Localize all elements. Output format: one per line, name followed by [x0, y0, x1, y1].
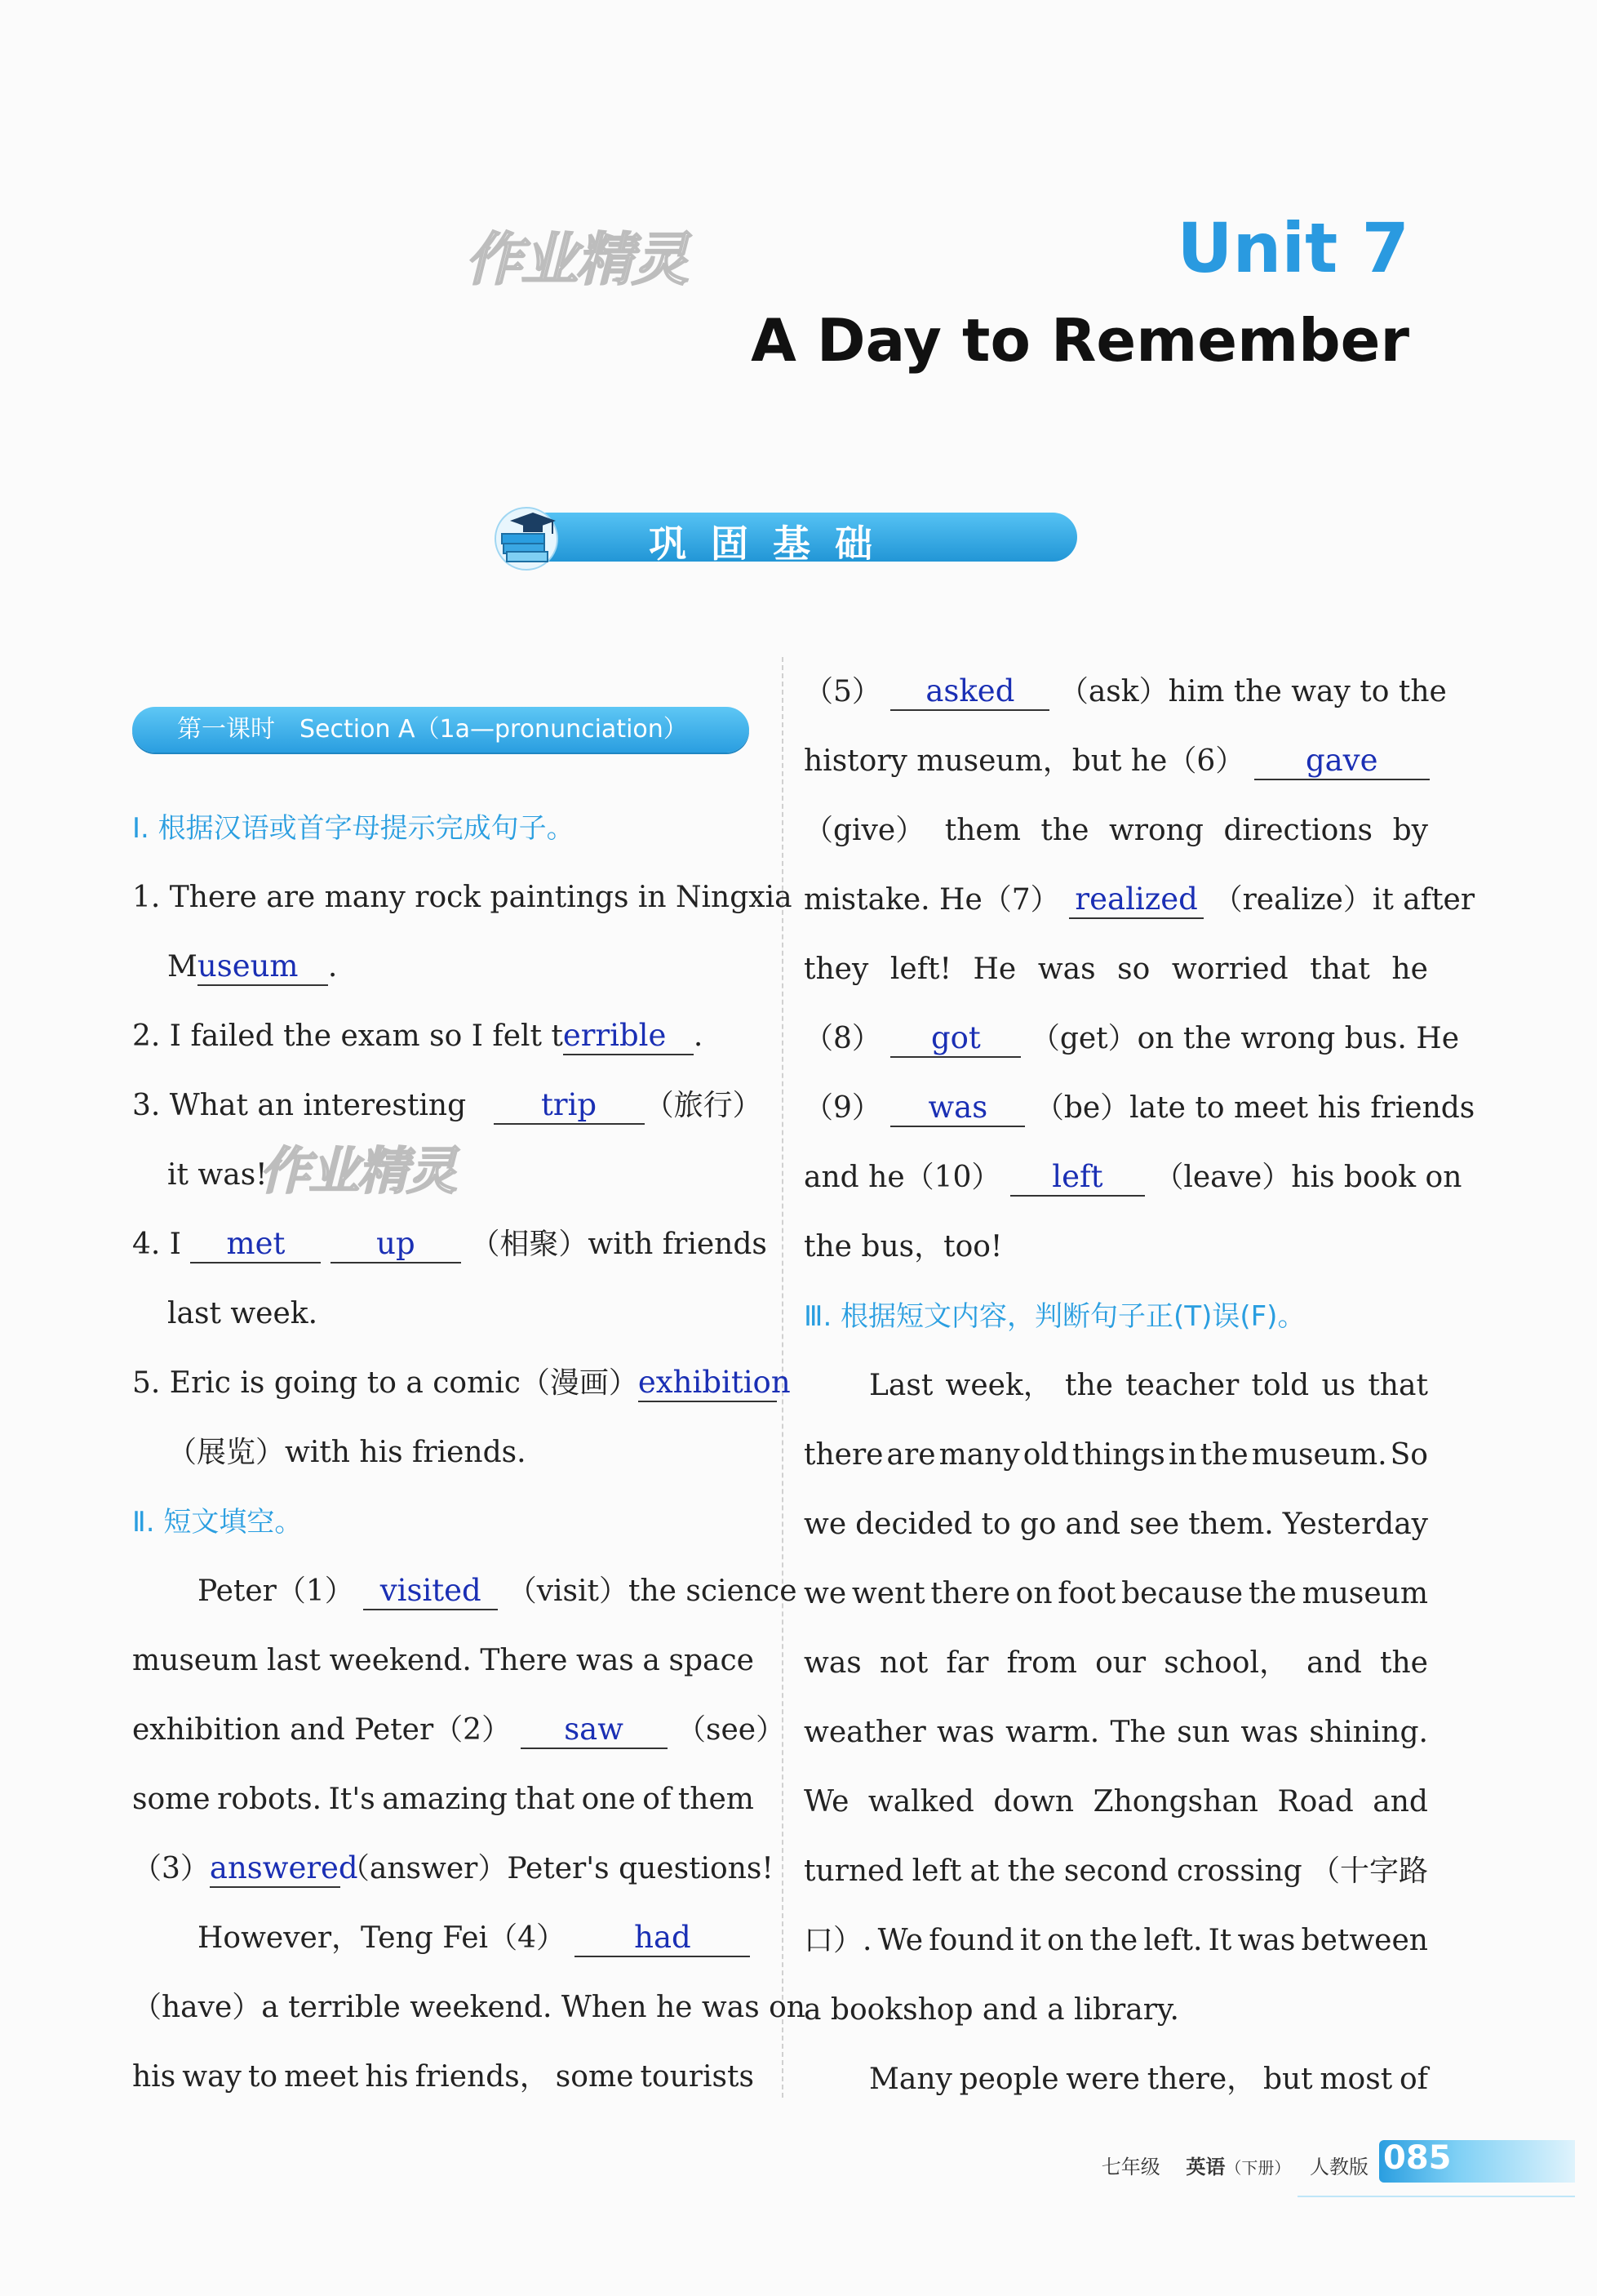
word: many — [938, 1438, 1020, 1472]
word: the — [1380, 1646, 1428, 1680]
word: friends， — [415, 2060, 549, 2094]
item-4-hint: （相聚）with friends — [470, 1228, 767, 1261]
word: are — [886, 1438, 936, 1472]
passage-line: the bus，too! — [804, 1230, 1003, 1263]
word: turned — [804, 1854, 904, 1888]
word: from — [1006, 1646, 1077, 1680]
word: things — [1072, 1438, 1165, 1472]
word: warm. — [1005, 1716, 1100, 1749]
word: was — [576, 1644, 634, 1677]
passage-text: （realize）it after — [1213, 883, 1475, 917]
word: it — [1019, 1924, 1041, 1957]
word: the — [1248, 1577, 1297, 1610]
word: there — [804, 1438, 884, 1472]
passage-line — [804, 1712, 1428, 1753]
word: were — [1066, 2063, 1140, 2096]
word: a — [642, 1644, 660, 1677]
word: the — [1007, 1854, 1056, 1888]
footer-volume: （下册） — [1225, 2158, 1291, 2178]
answer-blank[interactable]: answered — [210, 1850, 340, 1888]
word: robots. — [217, 1783, 322, 1816]
word: so — [1117, 953, 1151, 986]
word: on — [1047, 1924, 1084, 1957]
item-5-text: 5. Eric is going to a comic（漫画） — [132, 1366, 638, 1400]
passage-line — [197, 1918, 750, 1959]
word: a bookshop and a library. — [804, 1993, 1179, 2027]
word: way — [182, 2060, 242, 2094]
passage-line — [804, 672, 1447, 713]
banner-label: 巩固基础 — [649, 522, 897, 566]
item-3 — [132, 1086, 762, 1126]
word: his — [365, 2060, 409, 2094]
word: week， — [945, 1369, 1053, 1402]
word: foot — [1058, 1577, 1116, 1610]
passage-line — [804, 1990, 1179, 2031]
word: He — [973, 953, 1017, 986]
word: was — [1240, 1716, 1299, 1749]
passage-text: （3） — [132, 1852, 210, 1885]
unit-label: Unit 7 — [1177, 208, 1409, 288]
answer-blank[interactable]: met — [190, 1226, 321, 1263]
answer-blank[interactable]: had — [574, 1920, 750, 1957]
passage-text: （8） — [804, 1022, 881, 1055]
word: because — [1121, 1577, 1244, 1610]
word: left! — [889, 953, 952, 986]
item-3-line2: it was! — [167, 1158, 268, 1192]
passage-line — [804, 1851, 1428, 1892]
passage-text: （9） — [804, 1091, 881, 1125]
page-number: 085 — [1383, 2139, 1452, 2177]
word: of — [642, 1783, 672, 1816]
watermark-top: 作业精灵 — [465, 226, 687, 293]
word: not — [879, 1646, 929, 1680]
word: Road — [1277, 1785, 1354, 1819]
word: and — [1306, 1646, 1362, 1680]
word: he — [1391, 953, 1428, 986]
word: them — [677, 1783, 754, 1816]
word: school， — [1164, 1646, 1289, 1680]
passage-line — [804, 1921, 1428, 1961]
item-1-period: . — [327, 950, 338, 984]
word: went — [851, 1577, 925, 1610]
word: that — [514, 1783, 575, 1816]
word: there， — [1147, 2063, 1257, 2096]
page-title: A Day to Remember — [751, 306, 1409, 375]
passage-text: （be）late to meet his friends — [1034, 1091, 1475, 1125]
word: see — [1129, 1508, 1180, 1541]
word: and — [1065, 1508, 1121, 1541]
word: left — [912, 1854, 962, 1888]
word: was — [1237, 1924, 1296, 1957]
passage-text: （ask）him the way to the — [1058, 675, 1447, 708]
passage-line — [804, 1019, 1459, 1059]
footer-subject: 英语 — [1186, 2156, 1226, 2178]
item-2-text: 2. I failed the exam so I felt t — [132, 1019, 563, 1053]
word: of — [1399, 2063, 1428, 2096]
answer-blank[interactable]: left — [1010, 1159, 1145, 1197]
word: to — [247, 2060, 278, 2094]
word: that — [1310, 953, 1370, 986]
word: one — [581, 1783, 636, 1816]
word: So — [1390, 1438, 1428, 1472]
passage-line — [804, 1643, 1428, 1684]
word: amazing — [382, 1783, 508, 1816]
books-graduation-cap-icon — [486, 504, 567, 571]
word: the — [1065, 1369, 1113, 1402]
word: left. — [1143, 1924, 1203, 1957]
word: Yesterday — [1282, 1508, 1428, 1541]
word: crossing — [1176, 1854, 1302, 1888]
lesson-section-label: 第一课时 Section A（1a—pronunciation） — [132, 707, 749, 753]
passage-line — [132, 1779, 754, 1820]
item-1-initial: M — [167, 950, 197, 984]
passage-text: （answer）Peter's questions! — [339, 1852, 774, 1885]
part2-heading: Ⅱ. 短文填空。 — [132, 1506, 303, 1539]
passage-text: exhibition and Peter（2） — [132, 1713, 512, 1747]
answer-blank[interactable]: saw — [521, 1712, 668, 1749]
word: us — [1321, 1369, 1356, 1402]
word: far — [946, 1646, 989, 1680]
passage-line: （have）a terrible weekend. When he was on — [132, 1991, 805, 2024]
word: weather — [804, 1716, 926, 1749]
answer-blank[interactable]: trip — [494, 1087, 645, 1125]
word: on — [1015, 1577, 1053, 1610]
passage-text: （leave）his book on — [1154, 1161, 1462, 1194]
passage-line — [804, 1435, 1428, 1476]
item-2 — [132, 1016, 703, 1057]
word: his — [132, 2060, 176, 2094]
passage-line — [869, 2059, 1428, 2100]
word: but — [1262, 2063, 1313, 2096]
item-3-hint: （旅行） — [644, 1089, 762, 1122]
passage-line — [804, 1504, 1428, 1545]
word: walked — [867, 1785, 974, 1819]
word: second — [1063, 1854, 1169, 1888]
passage-text: history museum，but he（6） — [804, 744, 1245, 778]
passage-line — [804, 1088, 1475, 1129]
passage-line — [804, 949, 1428, 990]
word: We — [877, 1924, 924, 1957]
item-3-text: 3. What an interesting — [132, 1089, 467, 1122]
word: Many — [869, 2063, 952, 2096]
word: decided — [855, 1508, 973, 1541]
answer-blank[interactable]: gave — [1254, 743, 1430, 780]
word: sun — [1177, 1716, 1231, 1749]
passage-text: （get）on the wrong bus. He — [1030, 1022, 1459, 1055]
word: tourists — [640, 2060, 754, 2094]
answer-blank[interactable]: exhibition — [638, 1365, 777, 1402]
word: to — [981, 1508, 1011, 1541]
word: go — [1019, 1508, 1057, 1541]
passage-line — [197, 1571, 797, 1612]
word: （十字路 — [1310, 1854, 1428, 1888]
word: we — [804, 1577, 847, 1610]
word: was — [937, 1716, 995, 1749]
item-2-period: . — [693, 1019, 703, 1053]
word: them. — [1188, 1508, 1274, 1541]
item-4-line2: last week. — [167, 1297, 318, 1330]
answer-blank[interactable]: errible — [563, 1018, 694, 1055]
answer-blank[interactable]: visited — [363, 1573, 498, 1610]
word: most — [1320, 2063, 1393, 2096]
answer-blank[interactable]: asked — [890, 673, 1049, 711]
word: teacher — [1125, 1369, 1240, 1402]
word: wrong — [1108, 814, 1204, 847]
passage-text: （visit）the science — [507, 1574, 797, 1608]
word: was — [1037, 953, 1096, 986]
word: weekend. — [329, 1644, 472, 1677]
word: some — [132, 1783, 211, 1816]
answer-blank[interactable]: got — [890, 1020, 1021, 1058]
passage-line — [804, 741, 1430, 782]
footer-rule — [1298, 2196, 1575, 2197]
word: museum — [1302, 1577, 1428, 1610]
passage-line — [132, 1849, 774, 1890]
item-4-text: 4. I — [132, 1228, 182, 1261]
word: It — [1208, 1924, 1232, 1957]
answer-blank[interactable]: useum — [197, 948, 328, 986]
word: by — [1392, 814, 1428, 847]
word: 口）. — [804, 1924, 872, 1957]
word: between — [1301, 1924, 1428, 1957]
word: space — [668, 1644, 754, 1677]
passage-line — [132, 2057, 754, 2098]
word: old — [1023, 1438, 1069, 1472]
passage-line — [804, 1782, 1428, 1823]
passage-line — [804, 810, 1428, 851]
word: （give） — [804, 814, 925, 847]
section-banner — [486, 504, 1077, 571]
passage-text: and he（10） — [804, 1161, 1001, 1194]
footer-edition: 人教版 — [1310, 2156, 1369, 2178]
word: We — [804, 1785, 850, 1819]
word: It's — [328, 1783, 375, 1816]
passage-text: （5） — [804, 675, 881, 708]
word: worried — [1171, 953, 1289, 986]
item-1-text: 1. There are many rock paintings in Ningxia — [132, 881, 792, 914]
word: The — [1110, 1716, 1166, 1749]
answer-blank[interactable]: realized — [1069, 882, 1204, 919]
watermark-middle: 作业精灵 — [260, 1141, 456, 1201]
word: they — [804, 953, 869, 986]
word: the — [1200, 1438, 1249, 1472]
word: the — [1089, 1924, 1138, 1957]
word: shining. — [1309, 1716, 1428, 1749]
word: meet — [284, 2060, 359, 2094]
word: found — [929, 1924, 1014, 1957]
word: down — [993, 1785, 1075, 1819]
word: and — [1373, 1785, 1428, 1819]
part1-heading: Ⅰ. 根据汉语或首字母提示完成句子。 — [132, 812, 574, 845]
word: museum — [132, 1644, 259, 1677]
answer-blank[interactable]: up — [330, 1226, 461, 1263]
item-5 — [132, 1363, 791, 1404]
passage-line — [132, 1710, 785, 1751]
part3-heading: Ⅲ. 根据短文内容，判断句子正(T)误(F)。 — [804, 1300, 1306, 1333]
word: we — [804, 1508, 847, 1541]
word: there — [930, 1577, 1010, 1610]
word: our — [1095, 1646, 1147, 1680]
word: the — [1040, 814, 1089, 847]
word: in — [1168, 1438, 1197, 1472]
word: at — [969, 1854, 1000, 1888]
answer-blank[interactable]: was — [890, 1090, 1025, 1127]
word: them — [944, 814, 1021, 847]
passage-line — [132, 1641, 754, 1681]
passage-line — [869, 1366, 1428, 1406]
word: was — [804, 1646, 862, 1680]
passage-text: （see） — [677, 1713, 786, 1747]
word: some — [555, 2060, 634, 2094]
word: museum. — [1251, 1438, 1387, 1472]
footer-grade: 七年级 — [1101, 2156, 1160, 2178]
word: that — [1368, 1369, 1428, 1402]
passage-line — [804, 1157, 1462, 1198]
passage-text: However，Teng Fei（4） — [197, 1921, 566, 1955]
word: last — [267, 1644, 321, 1677]
item-5-line2: （展览）with his friends. — [167, 1436, 526, 1469]
passage-text: mistake. He（7） — [804, 883, 1060, 917]
footer-info — [1102, 2151, 1369, 2179]
word: directions — [1223, 814, 1373, 847]
word: Last — [869, 1369, 934, 1402]
passage-line — [804, 880, 1475, 921]
item-4 — [132, 1224, 767, 1265]
word: Zhongshan — [1093, 1785, 1258, 1819]
word: told — [1251, 1369, 1310, 1402]
word: There — [480, 1644, 568, 1677]
item-1-line2 — [167, 947, 337, 988]
passage-line — [804, 1574, 1428, 1614]
word: people — [959, 2063, 1059, 2096]
passage-text: Peter（1） — [197, 1574, 354, 1608]
